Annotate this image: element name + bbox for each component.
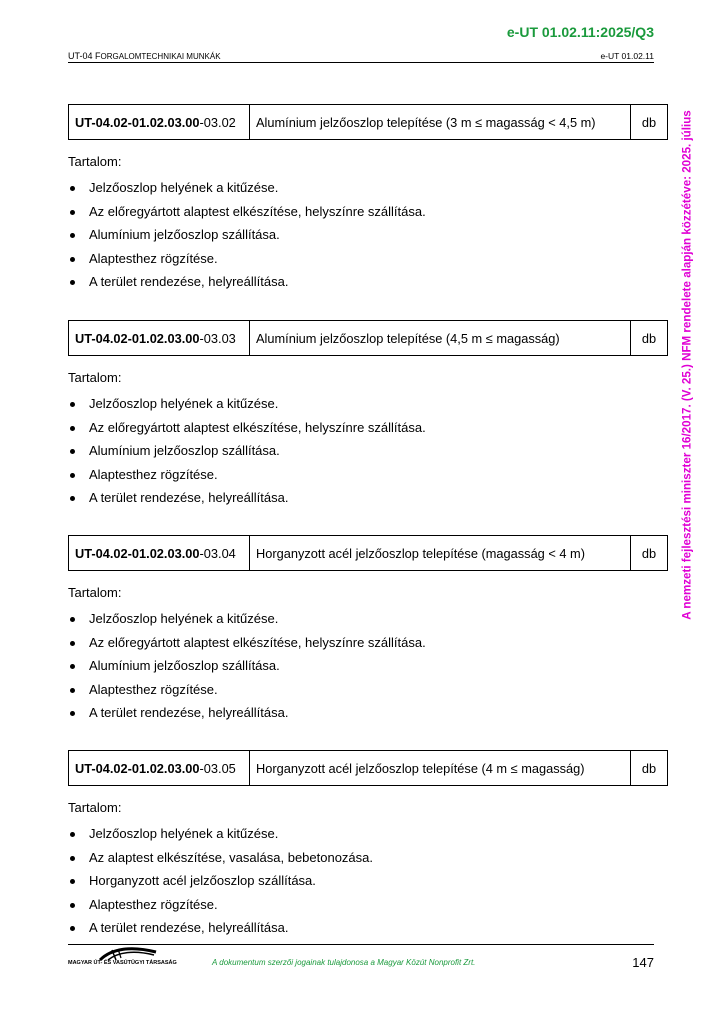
list-item <box>68 270 668 294</box>
bullet-icon <box>70 233 75 238</box>
list-item <box>68 869 668 893</box>
document-code: e-UT 01.02.11:2025/Q3 <box>506 24 654 40</box>
list-item-text: A terület rendezése, helyreállítása. <box>89 920 289 935</box>
bullet-icon <box>70 257 75 262</box>
item-section-1 <box>68 104 668 294</box>
list-item <box>68 200 668 224</box>
bullet-icon <box>70 426 75 431</box>
content-list <box>68 607 668 725</box>
list-item-text: Az előregyártott alaptest elkészítése, helyszínre szállítása. <box>89 203 426 219</box>
bullet-icon <box>70 496 75 501</box>
list-item-text: Alaptesthez rögzítése. <box>89 896 218 912</box>
list-item <box>68 701 668 725</box>
list-item-text: Alaptesthez rögzítése. <box>89 250 218 266</box>
header-doc-ref: e-UT 01.02.11 <box>600 51 654 61</box>
item-header-table <box>68 320 668 356</box>
bullet-icon <box>70 879 75 884</box>
item-description: Alumínium jelzőoszlop telepítése (4,5 m ≤ magasság) <box>250 321 631 356</box>
bullet-icon <box>70 473 75 478</box>
bullet-icon <box>70 832 75 837</box>
list-item <box>68 486 668 510</box>
list-item-text: Az alaptest elkészítése, vasalása, bebetonozása. <box>89 849 374 865</box>
content-label: Tartalom: <box>68 585 122 600</box>
bullet-icon <box>70 903 75 908</box>
footer-divider <box>68 944 654 945</box>
item-code <box>69 321 250 356</box>
item-unit: db <box>631 321 668 356</box>
bullet-icon <box>70 856 75 861</box>
item-description: Alumínium jelzőoszlop telepítése (3 m ≤ magasság < 4,5 m) <box>250 105 631 140</box>
bullet-icon <box>70 926 75 931</box>
bullet-icon <box>70 617 75 622</box>
item-header-table <box>68 535 668 571</box>
item-header-table <box>68 750 668 786</box>
content-list <box>68 822 668 940</box>
list-item-text: Alumínium jelzőoszlop szállítása. <box>89 227 280 242</box>
content-label: Tartalom: <box>68 154 122 169</box>
list-item <box>68 247 668 271</box>
item-section-2 <box>68 320 668 510</box>
list-item-text: Az előregyártott alaptest elkészítése, helyszínre szállítása. <box>89 419 426 435</box>
list-item-text: Horganyzott acél jelzőoszlop szállítása. <box>89 873 316 888</box>
list-item-text: A terület rendezése, helyreállítása. <box>89 274 289 289</box>
item-section-3 <box>68 535 668 725</box>
list-item <box>68 176 668 200</box>
header-chapter-rest: ORGALOMTECHNIKAI MUNKÁK <box>100 52 221 61</box>
bullet-icon <box>70 449 75 454</box>
item-unit: db <box>631 105 668 140</box>
bullet-icon <box>70 210 75 215</box>
item-code <box>69 105 250 140</box>
list-item <box>68 607 668 631</box>
bullet-icon <box>70 688 75 693</box>
list-item-text: Alaptesthez rögzítése. <box>89 466 218 482</box>
list-item-text: A terület rendezése, helyreállítása. <box>89 490 289 505</box>
bullet-icon <box>70 664 75 669</box>
society-logo <box>68 946 177 970</box>
content-label: Tartalom: <box>68 800 122 815</box>
header-chapter <box>68 51 221 61</box>
list-item <box>68 678 668 702</box>
page-number: 147 <box>632 955 654 970</box>
header-divider <box>68 62 654 63</box>
list-item <box>68 463 668 487</box>
list-item <box>68 916 668 940</box>
list-item <box>68 392 668 416</box>
bullet-icon <box>70 641 75 646</box>
item-code-suffix: -03.04 <box>199 545 236 561</box>
item-code-bold: UT-04.02-01.02.03.00 <box>75 545 200 561</box>
item-code-suffix: -03.05 <box>199 760 236 776</box>
item-code-suffix: -03.03 <box>199 330 236 346</box>
item-code-suffix: -03.02 <box>199 114 236 130</box>
list-item <box>68 631 668 655</box>
list-item <box>68 822 668 846</box>
item-code <box>69 751 250 786</box>
list-item-text: Jelzőoszlop helyének a kitűzése. <box>89 180 279 195</box>
list-item <box>68 416 668 440</box>
bullet-icon <box>70 711 75 716</box>
copyright-notice: A dokumentum szerzői jogainak tulajdonosa a Magyar Közút Nonprofit Zrt. <box>212 958 476 967</box>
content-label: Tartalom: <box>68 370 122 385</box>
list-item-text: A terület rendezése, helyreállítása. <box>89 705 289 720</box>
bullet-icon <box>70 402 75 407</box>
item-unit: db <box>631 751 668 786</box>
item-header-table <box>68 104 668 140</box>
item-unit: db <box>631 536 668 571</box>
list-item-text: Az előregyártott alaptest elkészítése, helyszínre szállítása. <box>89 634 426 650</box>
content-list <box>68 176 668 294</box>
item-code-bold: UT-04.02-01.02.03.00 <box>75 330 200 346</box>
list-item <box>68 223 668 247</box>
item-code <box>69 536 250 571</box>
list-item-text: Alaptesthez rögzítése. <box>89 681 218 697</box>
content-list <box>68 392 668 510</box>
list-item <box>68 893 668 917</box>
item-code-bold: UT-04.02-01.02.03.00 <box>75 114 200 130</box>
list-item-text: Jelzőoszlop helyének a kitűzése. <box>89 611 279 626</box>
header-chapter-prefix: UT-04 F <box>68 51 101 61</box>
list-item-text: Jelzőoszlop helyének a kitűzése. <box>89 396 279 411</box>
list-item-text: Jelzőoszlop helyének a kitűzése. <box>89 826 279 841</box>
list-item <box>68 654 668 678</box>
bullet-icon <box>70 186 75 191</box>
item-section-4 <box>68 750 668 940</box>
logo-text: MAGYAR ÚT- ÉS VASÚTÜGYI TÁRSASÁG <box>68 960 177 966</box>
item-description: Horganyzott acél jelzőoszlop telepítése (magasság < 4 m) <box>250 536 631 571</box>
list-item-text: Alumínium jelzőoszlop szállítása. <box>89 658 280 673</box>
list-item <box>68 846 668 870</box>
side-note-text: A nemzeti fejlesztési miniszter 16/2017. (V. 25.) NFM rendelete alapján közzétéve: 2025. július <box>680 110 694 620</box>
list-item-text: Alumínium jelzőoszlop szállítása. <box>89 443 280 458</box>
list-item <box>68 439 668 463</box>
bullet-icon <box>70 280 75 285</box>
item-description: Horganyzott acél jelzőoszlop telepítése (4 m ≤ magasság) <box>250 751 631 786</box>
item-code-bold: UT-04.02-01.02.03.00 <box>75 760 200 776</box>
